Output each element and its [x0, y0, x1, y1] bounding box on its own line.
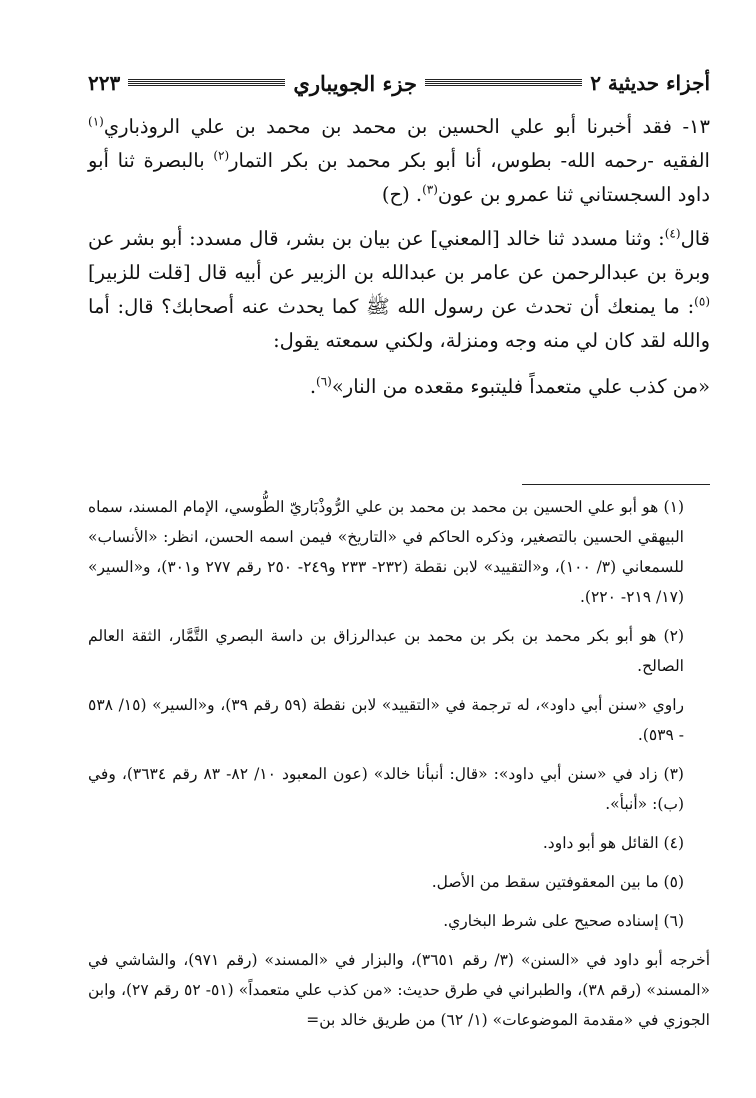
text-run: : ما يمنعك أن تحدث عن رسول الله ﷺ كما يحدث عنه أصحابك؟ قال: أما والله لقد كان لي منه وجه ومنزلة، ولكني سمعته يقول:	[88, 295, 710, 352]
header-rule-left	[128, 79, 285, 87]
footnote-6-takhrij: أخرجه أبو داود في «السنن» (٣/ رقم ٣٦٥١)، والبزار في «المسند» (رقم ٩٧١)، والشاشي في «المسند» (رقم ٣٨)، والطبراني في طرق حديث: «من كذب علي متعمداً» (٥١- ٥٢ رقم ٢٧)، وابن الجوزي في «مقدمة الموضوعات» (١/ ٦٢) من طريق خالد بن=	[88, 951, 710, 1029]
footnote-ref-6: (٦)	[316, 374, 332, 389]
text-run: بالبصرة ثنا أبو داود السجستاني ثنا عمرو بن عون	[88, 149, 710, 206]
footnote-ref-1: (١)	[88, 114, 104, 129]
running-header	[88, 68, 710, 98]
footnote-ref-4: (٤)	[664, 226, 681, 241]
text-run: .	[309, 375, 317, 398]
footnote-ref-3: (٣)	[422, 182, 438, 197]
footnote-3: (٣) زاد في «سنن أبي داود»: «قال: أنبأنا خالد» (عون المعبود ١٠/ ٨٢- ٨٣ رقم ٣٦٣٤)، وفي (ب): «أنبأ».	[88, 765, 684, 813]
footnote-ref-2: (٢)	[213, 148, 230, 163]
text-run: . (ح)	[381, 183, 423, 206]
book-title: أجزاء حديثية ٢	[590, 71, 710, 95]
hadith-paragraph	[88, 222, 710, 358]
part-title: جزء الجويباري	[293, 70, 417, 96]
header-rule-right	[425, 79, 582, 87]
isnad-paragraph	[88, 110, 710, 212]
page-number: ٢٢٣	[87, 71, 121, 95]
quote-text: «من كذب علي متعمداً فليتبوء مقعده من النار»	[331, 375, 710, 398]
footnote-ref-5: (٥)	[694, 294, 710, 309]
footnote-separator	[522, 484, 710, 485]
footnote-5: (٥) ما بين المعقوفتين سقط من الأصل.	[431, 873, 684, 891]
footnote-4: (٤) القائل هو أبو داود.	[542, 834, 684, 852]
text-run: ١٣- فقد أخبرنا أبو علي الحسين بن محمد بن محمد بن علي الروذباري	[103, 115, 710, 138]
hadith-quote	[88, 370, 710, 404]
footnote-2: (٢) هو أبو بكر محمد بن بكر بن محمد بن عبدالرزاق بن داسة البصري التَّمَّار، الثقة العالم الصالح.	[88, 627, 684, 675]
main-text	[88, 110, 710, 404]
footnote-1: (١) هو أبو علي الحسين بن محمد بن محمد بن علي الرُّوذْبَاريّ الطُّوسي، الإمام المسند، سماه البيهقي الحسين بالتصغير، وذكره الحاكم في «التاريخ» فيمن اسمه الحسن، انظر: «الأنساب» للسمعاني (٣/ ١٠٠)، و«التقييد» لابن نقطة (٢٣٢- ٢٣٣ و٢٤٩- ٢٥٠ رقم ٢٧٧ و٣٠١)، و«السير» (١٧/ ٢١٩- ٢٢٠).	[88, 498, 684, 606]
text-run: : وثنا مسدد ثنا خالد [المعني] عن بيان بن بشر، قال مسدد: أبو بشر عن وبرة بن عبدالرحمن عن عامر بن عبدالله بن الزبير عن أبيه قال [قلت للزبير]	[88, 227, 710, 284]
footnote-2-continued: راوي «سنن أبي داود»، له ترجمة في «التقييد» لابن نقطة (٥٩ رقم ٣٩)، و«السير» (١٥/ ٥٣٨ - ٥٣٩).	[88, 696, 684, 744]
footnotes	[88, 492, 710, 1044]
text-run: الفقيه -رحمه الله- بطوس، أنا أبو بكر محمد بن بكر التمار	[229, 149, 710, 172]
text-run: قال	[680, 227, 710, 250]
footnote-6: (٦) إسناده صحيح على شرط البخاري.	[443, 912, 684, 930]
